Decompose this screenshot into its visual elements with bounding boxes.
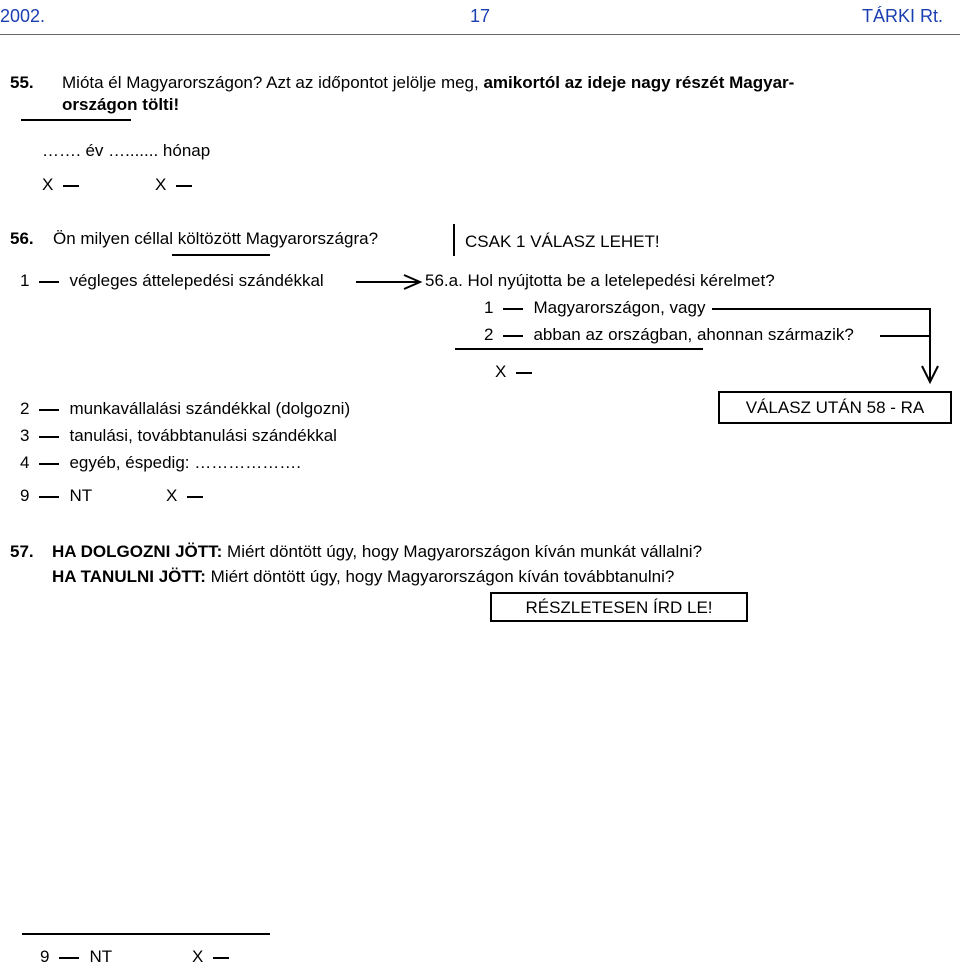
dash — [39, 496, 59, 498]
option-code: 3 — [20, 426, 30, 445]
footer-rule — [22, 933, 270, 935]
q57-line-1 — [52, 542, 702, 562]
q55-text: Mióta él Magyarországon? Azt az időpontot jelölje meg, — [62, 73, 484, 92]
q56-option-2[interactable] — [20, 399, 350, 419]
option-label: Magyarországon, vagy — [533, 298, 706, 317]
dash — [59, 957, 79, 959]
q56-instruction: CSAK 1 VÁLASZ LEHET! — [465, 232, 660, 251]
q56-option-3[interactable] — [20, 426, 337, 446]
option-label: munkavállalási szándékkal (dolgozni) — [69, 399, 351, 418]
option-label: NT — [69, 486, 93, 505]
q55-number: 55. — [10, 73, 34, 92]
q56-question: Ön milyen céllal költözött Magyarországra? — [53, 229, 379, 248]
footer-nt-option[interactable] — [40, 947, 112, 967]
option-label: tanulási, továbbtanulási szándékkal — [69, 426, 337, 445]
header-org: TÁRKI Rt. — [862, 6, 944, 26]
option-label: végleges áttelepedési szándékkal — [69, 271, 324, 290]
q57-number: 57. — [10, 542, 34, 561]
dash — [213, 957, 229, 959]
route-down-line — [880, 336, 930, 380]
q57-instruction-box — [490, 592, 748, 622]
option-code: 9 — [20, 486, 30, 505]
x-mark: X — [42, 175, 54, 194]
route-bracket-line — [712, 309, 930, 336]
dash — [39, 409, 59, 411]
x-mark: X — [192, 947, 204, 966]
header-page-number: 17 — [470, 6, 491, 26]
dash — [39, 463, 59, 465]
option-code: 9 — [40, 947, 50, 966]
option-code: 1 — [20, 271, 30, 290]
q57-condition-2: HA TANULNI JÖTT: — [52, 567, 206, 586]
q55-question-line2: országon tölti! — [62, 95, 180, 114]
q56-option-4[interactable] — [20, 453, 301, 473]
option-code: 1 — [484, 298, 494, 317]
q57-question-1: Miért döntött úgy, hogy Magyarországon kíván munkát vállalni? — [222, 542, 703, 561]
option-code: 2 — [20, 399, 30, 418]
q56-number: 56. — [10, 229, 34, 248]
option-label: NT — [89, 947, 113, 966]
q56-nt-x — [166, 486, 203, 506]
option-label: egyéb, éspedig: ………………. — [69, 453, 301, 472]
option-code: 4 — [20, 453, 30, 472]
footer-x — [192, 947, 229, 967]
skip-instruction: VÁLASZ UTÁN 58 - RA — [745, 398, 925, 417]
q56-option-9[interactable] — [20, 486, 92, 506]
option-label: abban az országban, ahonnan származik? — [533, 325, 854, 344]
x-mark: X — [166, 486, 178, 505]
q57-line-2 — [52, 567, 674, 587]
q57-instruction: RÉSZLETESEN ÍRD LE! — [525, 598, 713, 617]
q57-condition-1: HA DOLGOZNI JÖTT: — [52, 542, 223, 561]
option-code: 2 — [484, 325, 494, 344]
x-mark: X — [155, 175, 167, 194]
q56a-question: 56.a. Hol nyújtotta be a letelepedési kérelmet? — [425, 271, 775, 290]
q57-question-2: Miért döntött úgy, hogy Magyarországon kíván továbbtanulni? — [205, 567, 675, 586]
dash — [39, 436, 59, 438]
dash — [187, 496, 203, 498]
q55-date-field[interactable]: ……. év …....... hónap — [42, 141, 211, 160]
q55-text-bold: amikortól az ideje nagy részét Magyar- — [483, 73, 795, 92]
x-mark: X — [495, 362, 507, 381]
header-year: 2002. — [0, 6, 46, 26]
